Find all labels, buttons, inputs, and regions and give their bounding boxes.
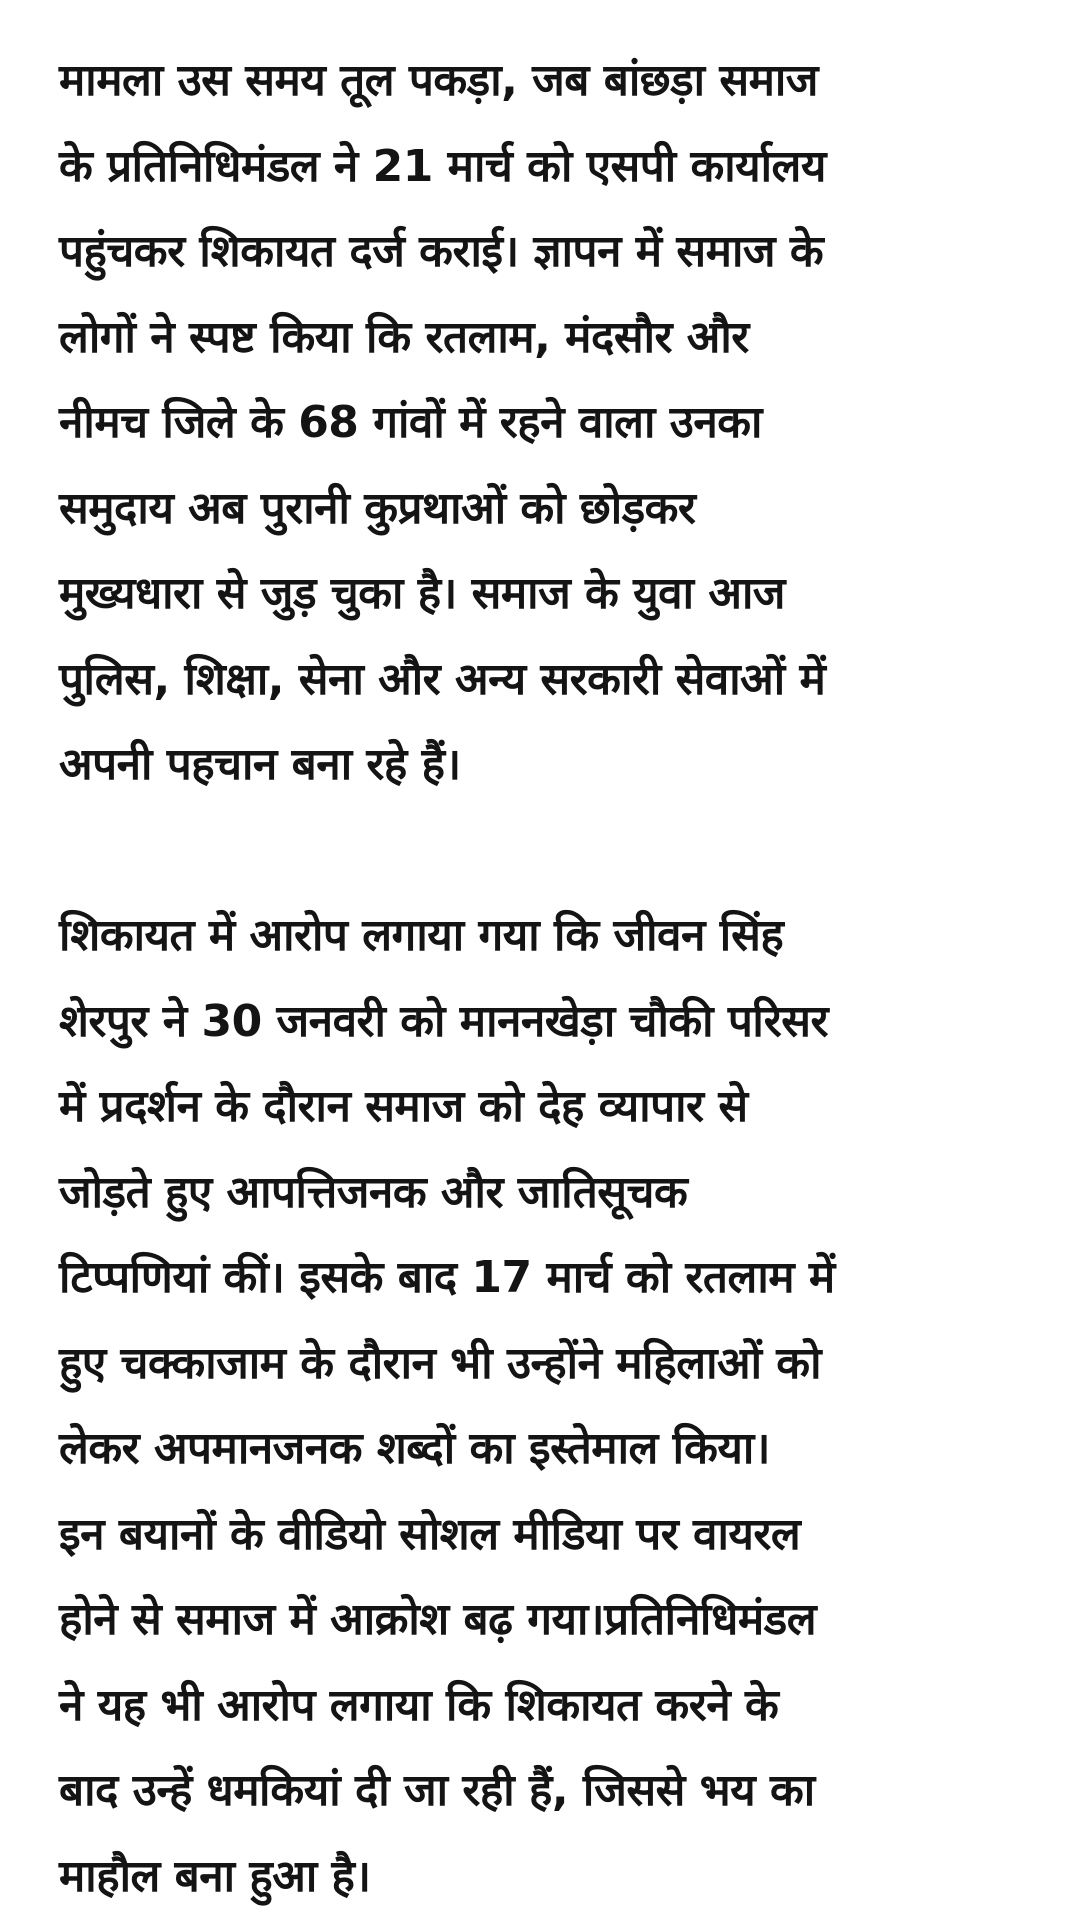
article-body (59, 38, 1029, 1919)
paragraph-spacer (59, 808, 1029, 894)
text-line: मामला उस समय तूल पकड़ा, जब बांछड़ा समाज (59, 55, 818, 106)
paragraph-1 (59, 38, 1029, 808)
text-line: शिकायत में आरोप लगाया गया कि जीवन सिंह (59, 910, 784, 961)
text-line: माहौल बना हुआ है। (59, 1850, 371, 1902)
text-line: लोगों ने स्पष्ट किया कि रतलाम, मंदसौर और (59, 311, 749, 363)
text-line: होने से समाज में आक्रोश बढ़ गया।प्रतिनिधिमंडल (59, 1594, 817, 1645)
text-line: ने यह भी आरोप लगाया कि शिकायत करने के (59, 1679, 779, 1731)
text-line: शेरपुर ने 30 जनवरी को माननखेड़ा चौकी परिसर (59, 995, 829, 1047)
text-line: नीमच जिले के 68 गांवों में रहने वाला उनका (59, 397, 762, 448)
text-line: मुख्यधारा से जुड़ चुका है। समाज के युवा आज (59, 568, 785, 619)
text-line: पहुंचकर शिकायत दर्ज कराई। ज्ञापन में समाज के (59, 226, 824, 277)
text-line: बाद उन्हें धमकियां दी जा रही हैं, जिससे भय का (59, 1765, 815, 1816)
text-line: के प्रतिनिधिमंडल ने 21 मार्च को एसपी कार्यालय (59, 140, 826, 192)
text-line: में प्रदर्शन के दौरान समाज को देह व्यापार से (59, 1081, 748, 1132)
text-line: टिप्पणियां कीं। इसके बाद 17 मार्च को रतलाम में (59, 1252, 835, 1303)
text-line: लेकर अपमानजनक शब्दों का इस्तेमाल किया। (59, 1423, 770, 1474)
text-line: समुदाय अब पुरानी कुप्रथाओं को छोड़कर (59, 482, 696, 534)
text-line: इन बयानों के वीडियो सोशल मीडिया पर वायरल (59, 1508, 801, 1560)
text-line: अपनी पहचान बना रहे हैं। (59, 739, 461, 790)
text-line: पुलिस, शिक्षा, सेना और अन्य सरकारी सेवाओं में (59, 653, 826, 705)
text-line: हुए चक्काजाम के दौरान भी उन्होंने महिलाओं को (59, 1337, 821, 1389)
text-line: जोड़ते हुए आपत्तिजनक और जातिसूचक (59, 1166, 688, 1218)
paragraph-2 (59, 893, 1029, 1919)
